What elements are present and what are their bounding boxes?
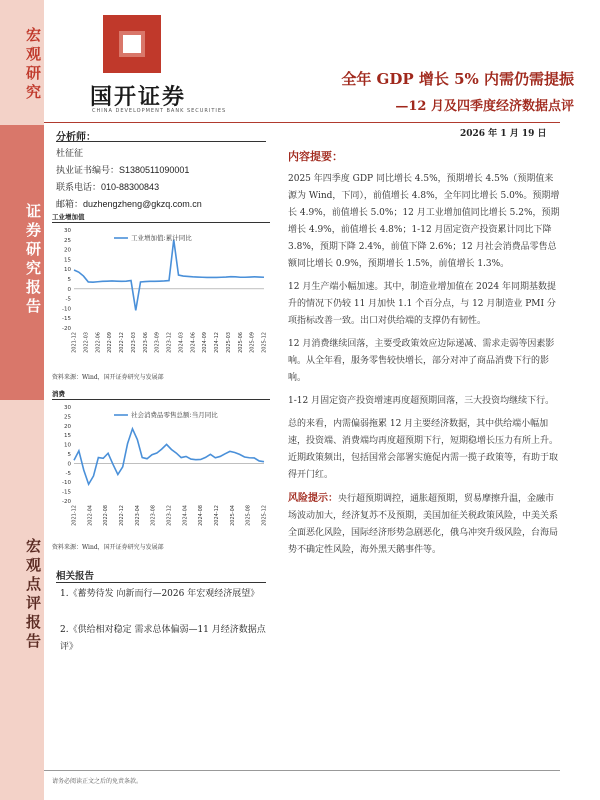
x-tick-label: 2025-04 <box>229 505 236 526</box>
series-line <box>74 240 264 311</box>
report-date: 2026 年 1 月 19 日 <box>460 129 547 139</box>
sidebar-label-middle: 证券研究报告 <box>24 203 42 317</box>
analyst-divider <box>56 141 266 142</box>
x-tick-label: 2024-09 <box>202 332 209 353</box>
chart2-section-title: 消费 <box>52 390 65 398</box>
x-tick-label: 2021-12 <box>71 332 78 353</box>
y-tick-label: 20 <box>64 423 71 430</box>
analyst-phone-row <box>56 180 159 193</box>
license-number: S1380511090001 <box>119 165 190 175</box>
disclaimer-note: 请务必阅读正文之后的免责条款。 <box>52 778 143 785</box>
x-tick-label: 2025-09 <box>249 332 256 353</box>
y-tick-label: 25 <box>64 414 71 421</box>
series-line <box>74 429 264 484</box>
x-tick-label: 2022-04 <box>87 505 94 526</box>
y-tick-label: 15 <box>64 257 71 264</box>
x-tick-label: 2024-04 <box>182 505 189 526</box>
analyst-name: 杜征征 <box>56 149 84 159</box>
summary-heading: 内容提要： <box>288 150 343 163</box>
risk-text: 央行超预期调控，通胀超预期，贸易摩擦升温，金融市场波动加大，经济复苏不及预期，美国加征关税政策风险，中美关系全面恶化风险，国际经济形势急剧恶化，俄乌冲突升级风险，台海局势不确定性风险，海外黑天鹅事件等。 <box>288 494 559 555</box>
summary-paragraph-4: 1-12 月固定资产投资增速再度超预期回落，三大投资均继续下行。 <box>288 396 555 406</box>
y-tick-label: 15 <box>64 433 71 440</box>
x-tick-label: 2022-09 <box>107 332 114 353</box>
email-address[interactable]: duzhengzheng@gkzq.com.cn <box>83 199 202 209</box>
summary-paragraph-1: 2025 年四季度 GDP 同比增长 4.5%，预期增长 4.5%（预期值来源为 Wind，下同），前值增长 4.8%，全年同比增长 5.0%。预期增长 4.9%，前值增长 5.0%；12 月工业增加值同比增长 5.2%，预期增长 4.9%，前值增长 4.8%；1-12 月固定资产投资累计同比下降 3.8%，预期下降 2.4%，前值下降 2.6%；12 月社会消费品零售总额同比增长 0.9%，预期增长 1.5%，前值增长 1.3%。 <box>288 174 560 269</box>
y-tick-label: -5 <box>65 296 71 303</box>
y-tick-label: 30 <box>64 405 71 411</box>
x-tick-label: 2025-06 <box>237 332 244 353</box>
x-tick-label: 2022-03 <box>83 332 90 353</box>
industrial-value-added-chart <box>52 224 270 368</box>
chart1-divider <box>52 222 270 223</box>
y-tick-label: 0 <box>67 461 71 468</box>
x-tick-label: 2025-03 <box>225 332 232 353</box>
report-title: 全年 GDP 增长 5% 内需仍需提振 <box>341 70 574 88</box>
report-subtitle: —12 月及四季度经济数据点评 <box>395 99 574 114</box>
x-tick-label: 2023-08 <box>150 505 157 526</box>
sidebar-label-top: 宏观研究 <box>24 27 42 103</box>
y-tick-label: 30 <box>64 228 71 234</box>
license-label: 执业证书编号： <box>56 166 120 176</box>
x-tick-label: 2022-12 <box>119 332 125 353</box>
y-tick-label: 20 <box>64 247 71 254</box>
x-tick-label: 2023-09 <box>154 332 161 353</box>
footer-divider <box>44 770 560 771</box>
x-tick-label: 2023-03 <box>130 332 137 353</box>
summary-paragraph-5: 总的来看，内需偏弱拖累 12 月主要经济数据，其中供给端小幅加速，投资端、消费端均再度超预期下行，短期稳增长压力有所上升。近期政策频出，包括国常会部署实施促内需一揽子政策等，有助于取得开门红。 <box>288 419 559 480</box>
y-tick-label: -5 <box>65 470 71 477</box>
summary-paragraph-2: 12 月生产端小幅加速。其中，制造业增加值在 2024 年同期基数提升的情况下仍较 11 月加快 1.1 个百分点，与 12 月制造业 PMI 分项指标改善一致。出口对供给端的支撑仍有韧性。 <box>288 282 556 326</box>
x-tick-label: 2025-12 <box>261 505 268 526</box>
y-tick-label: -20 <box>62 326 71 332</box>
x-tick-label: 2023-06 <box>142 332 149 353</box>
chart2-source: 资料来源：Wind，国开证券研究与发展部 <box>52 544 164 551</box>
company-english-name: CHINA DEVELOPMENT BANK SECURITIES <box>92 108 227 114</box>
analyst-license-row <box>56 163 189 176</box>
y-tick-label: -20 <box>62 499 71 505</box>
y-tick-label: 5 <box>67 277 71 283</box>
x-tick-label: 2023-12 <box>166 332 173 353</box>
related-reports-title: 相关报告 <box>56 571 95 582</box>
related-report-link[interactable]: 2.《供给相对稳定 需求总体偏弱—11 月经济数据点评》 <box>60 625 266 652</box>
summary-paragraph-3: 12 月消费继续回落，主要受政策效应边际递减、需求走弱等因素影响。从全年看，服务零售较快增长，部分对冲了商品消费下行的影响。 <box>288 339 555 383</box>
analyst-label: 分析师： <box>56 132 96 143</box>
legend-label: 工业增加值:累计同比 <box>131 234 192 242</box>
related-reports-divider <box>56 582 266 583</box>
y-tick-label: -15 <box>62 489 71 496</box>
x-tick-label: 2023-12 <box>166 505 173 526</box>
x-tick-label: 2021-12 <box>71 505 78 526</box>
x-tick-label: 2022-06 <box>95 332 102 353</box>
phone-label: 联系电话： <box>56 183 102 193</box>
x-tick-label: 2024-12 <box>214 332 220 353</box>
phone-number: 010-88300843 <box>101 182 160 192</box>
x-tick-label: 2023-04 <box>134 505 141 526</box>
risk-label: 风险提示： <box>288 493 338 504</box>
x-tick-label: 2024-08 <box>198 505 205 526</box>
x-tick-label: 2025-08 <box>245 505 252 526</box>
analyst-email-row <box>56 197 202 210</box>
y-tick-label: -10 <box>62 306 71 313</box>
summary-section <box>288 148 560 559</box>
chart1-source: 资料来源：Wind，国开证券研究与发展部 <box>52 374 164 381</box>
company-logo-inner <box>119 31 145 57</box>
y-tick-label: 5 <box>67 452 71 458</box>
legend-label: 社会消费品零售总额:当月同比 <box>131 411 218 419</box>
chart2-divider <box>52 399 270 400</box>
y-tick-label: -10 <box>62 480 71 487</box>
y-tick-label: 10 <box>64 267 71 274</box>
x-tick-label: 2024-06 <box>190 332 197 353</box>
risk-paragraph <box>288 490 560 559</box>
y-tick-label: 25 <box>64 237 71 244</box>
company-name: 国开证券 <box>90 84 187 110</box>
email-label: 邮箱： <box>56 200 84 210</box>
sidebar-label-bottom: 宏观点评报告 <box>24 538 42 652</box>
x-tick-label: 2024-12 <box>214 505 220 526</box>
x-tick-label: 2022-12 <box>119 505 125 526</box>
x-tick-label: 2024-03 <box>178 332 185 353</box>
y-tick-label: 10 <box>64 442 71 449</box>
chart1-section-title: 工业增加值 <box>52 213 85 221</box>
x-tick-label: 2022-08 <box>103 505 110 526</box>
related-report-link[interactable]: 1.《蓄势待发 向新而行—2026 年宏观经济展望》 <box>60 589 260 599</box>
x-tick-label: 2025-12 <box>261 332 268 353</box>
y-tick-label: 0 <box>67 286 71 293</box>
header-divider <box>44 122 560 123</box>
retail-sales-chart <box>52 401 270 541</box>
y-tick-label: -15 <box>62 316 71 323</box>
